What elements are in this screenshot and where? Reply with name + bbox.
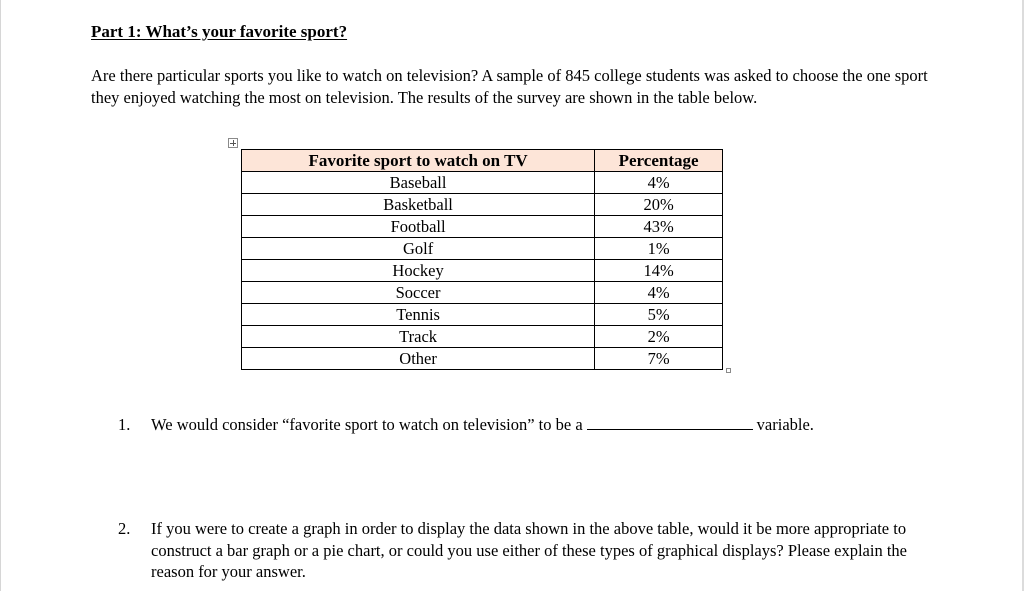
sport-cell: Track [242,326,595,348]
percentage-cell: 14% [595,260,723,282]
percentage-cell: 4% [595,172,723,194]
table-row [242,326,723,348]
table-row [242,194,723,216]
question-2 [118,518,918,583]
table-row [242,260,723,282]
percentage-cell: 20% [595,194,723,216]
percentage-cell: 7% [595,348,723,370]
sport-cell: Other [242,348,595,370]
question-text: If you were to create a graph in order to display the data shown in the above table, would it be more appropriate to construct a bar graph or a pie chart, or could you use either of these types of graphical displays? Please explain the reason for your answer. [151,519,907,581]
header-sport: Favorite sport to watch on TV [242,150,595,172]
percentage-cell: 43% [595,216,723,238]
sport-cell: Tennis [242,304,595,326]
table-row [242,304,723,326]
question-1 [118,413,814,435]
page-edge-left [0,0,1,591]
table-resize-handle-icon[interactable] [726,368,731,373]
question-text-before: We would consider “favorite sport to watch on television” to be a [151,415,583,434]
header-percentage: Percentage [595,150,723,172]
sport-cell: Basketball [242,194,595,216]
sports-table [241,149,723,370]
sport-cell: Baseball [242,172,595,194]
question-text-after: variable. [756,415,814,434]
sport-cell: Football [242,216,595,238]
table-row [242,282,723,304]
section-heading: Part 1: What’s your favorite sport? [91,22,348,41]
question-number: 1. [118,415,131,434]
percentage-cell: 1% [595,238,723,260]
table-row [242,216,723,238]
table-row [242,172,723,194]
intro-paragraph: Are there particular sports you like to watch on television? A sample of 845 college students was asked to choose the one sport they enjoyed watching the most on television. The results of the survey are shown in the table below. [91,66,928,107]
table-row [242,348,723,370]
table-move-handle-icon[interactable] [228,138,238,148]
question-number: 2. [118,519,131,538]
answer-blank[interactable] [587,413,753,430]
percentage-cell: 5% [595,304,723,326]
table-row [242,238,723,260]
sport-cell: Golf [242,238,595,260]
sport-cell: Hockey [242,260,595,282]
percentage-cell: 4% [595,282,723,304]
percentage-cell: 2% [595,326,723,348]
table-header-row [242,150,723,172]
sport-cell: Soccer [242,282,595,304]
